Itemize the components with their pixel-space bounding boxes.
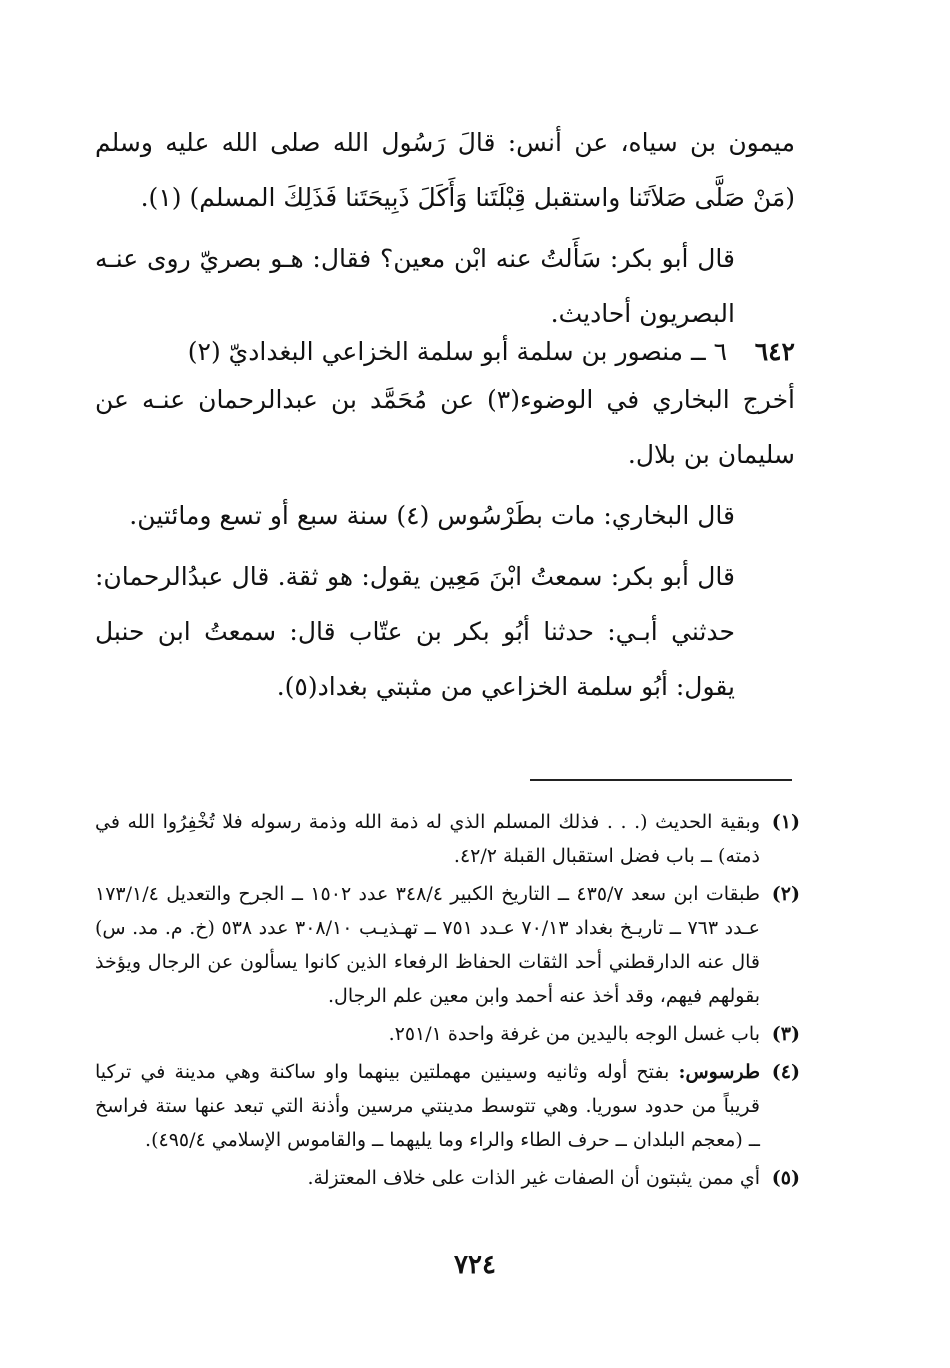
paragraph-abu-bakr-question: قال أبو بكر: سَأَلتُ عنه ابْن معين؟ فقال: هـو بصريّ روى عنـه البصريون أحاديث.	[95, 244, 735, 328]
entry-title: ٦ ــ منصور بن سلمة أبو سلمة الخزاعي البغداديّ (٢)	[187, 337, 728, 366]
footnote-marker: (٥)	[771, 1167, 800, 1189]
footnote-marker: (١)	[771, 811, 800, 833]
footnote-text: طبقات ابن سعد ٤٣٥/٧ ــ التاريخ الكبير ٣٤٨/٤ عدد ١٥٠٢ ــ الجرح والتعديل ١٧٣/١/٤ عـدد ٧٦٣ ــ تاريـخ بغداد ٧٠/١٣ عـدد ٧٥١ ــ تهـذيـب ٣٠٨/١٠ عدد ٥٣٨ (خ. م. مد. س) قال عنه الدارقطني أحد الثقات الحفاظ الرفعاء الذين كانوا يسألون عن الرجال ويؤخذ بقولهم فيهم، وقد أخذ عنه أحمد وابن معين علم الرجال.	[95, 883, 760, 1007]
entry-number: ٦٤٢	[754, 337, 795, 366]
footnote	[95, 1161, 800, 1195]
footnote-text: أي ممن يثبتون أن الصفات غير الذات على خلاف المعتزلة.	[307, 1167, 760, 1189]
footnote-marker: (٢)	[771, 883, 800, 905]
footnote-separator	[530, 779, 792, 781]
paragraph-bukhari-wudu: أخرج البخاري في الوضوء(٣) عن مُحَمَّد بن عبدالرحمان عنـه عن سليمان بن بلال.	[95, 385, 796, 469]
footnote-text: باب غسل الوجه باليدين من غرفة واحدة ٢٥١/١.	[388, 1023, 760, 1045]
footnote	[95, 877, 800, 1013]
page-number: ٧٢٤	[454, 1250, 496, 1280]
footnote-marker: (٣)	[771, 1023, 800, 1045]
paragraph-hadith-text: ميمون بن سياه، عن أنس: قالَ رَسُول الله صلى الله عليه وسلم (مَنْ صَلَّى صَلاَتَنا واستقبل قِبْلَتَنا وَأَكَلَ ذَبِيحَتَنا فَذَلِكَ المسلم) (١).	[95, 128, 795, 212]
entry-heading	[95, 327, 795, 377]
main-text	[95, 115, 795, 341]
footnote	[95, 1055, 800, 1157]
main-text-continued	[95, 372, 795, 714]
footnote-marker: (٤)	[771, 1061, 800, 1083]
footnote	[95, 805, 800, 873]
footnote-keyword: طرسوس:	[678, 1061, 760, 1083]
footnote-body: بفتح أوله وثانيه وسينين مهملتين بينهما واو ساكنة وهي مدينة في تركيا قريباً من حدود سوريا. وهي تتوسط مدينتي مرسين وأذنة التي تبعد عنها ستة فراسخ ــ (معجم البلدان ــ حرف الطاء والراء وما يليهما ــ والقاموس الإسلامي ٤٩٥/٤).	[95, 1061, 760, 1151]
footnote-text: وبقية الحديث (. . . فذلك المسلم الذي له ذمة الله وذمة رسوله فلا تُخْفِرُوا الله في ذمته) ــ باب فضل استقبال القبلة ٤٢/٢.	[95, 811, 760, 867]
footnote-text	[95, 1055, 760, 1157]
footnotes	[95, 805, 800, 1199]
footnote	[95, 1017, 800, 1051]
paragraph-bukhari-death: قال البخاري: مات بطَرْسُوس (٤) سنة سبع أو تسع ومائتين.	[129, 501, 735, 530]
paragraph-ibn-main: قال أبو بكر: سمعتُ ابْنَ مَعِين يقول: هو ثقة. قال عبدُالرحمان: حدثني أبـي: حدثنا أبُو بكر بن عتّاب قال: سمعتُ ابن حنبل يقول: أبُو سلمة الخزاعي من مثبتي بغداد(٥).	[95, 562, 735, 701]
